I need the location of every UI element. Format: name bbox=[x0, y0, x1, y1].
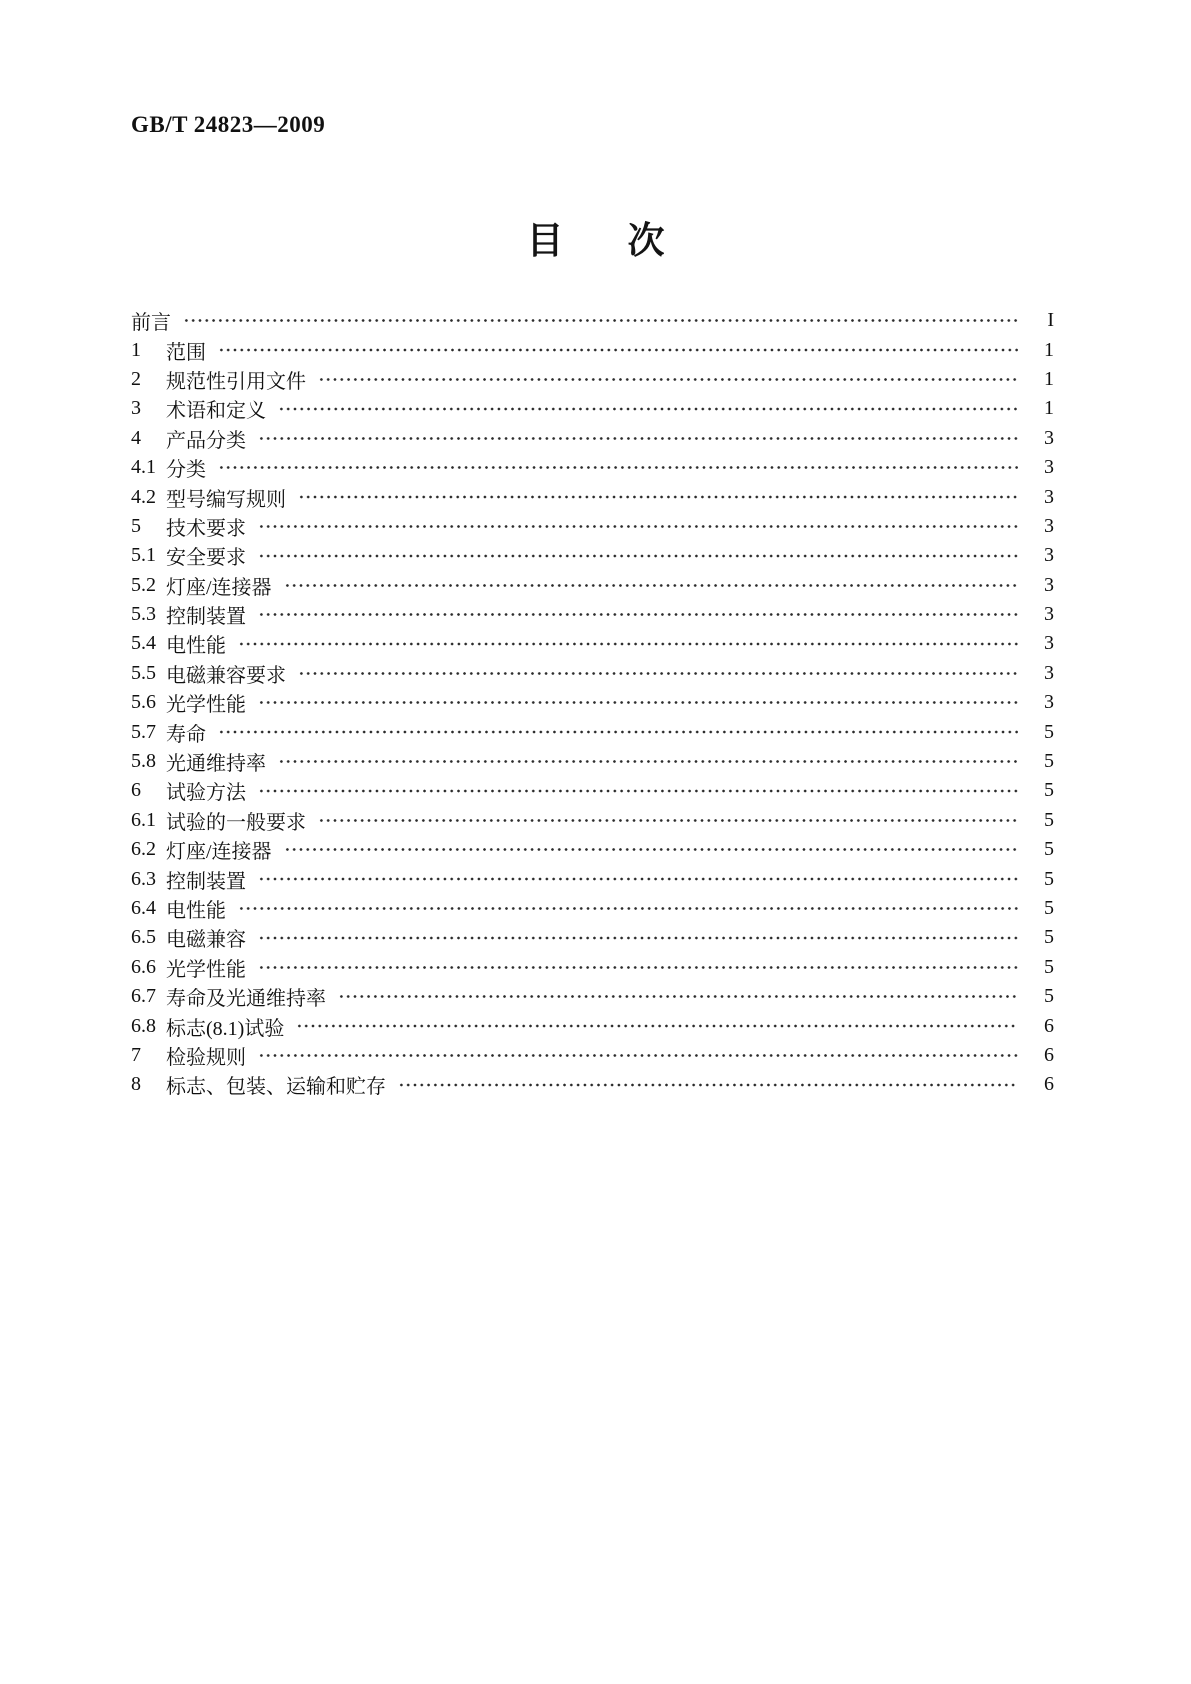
toc-entry-label: 检验规则 bbox=[166, 1046, 246, 1069]
dot-leader bbox=[258, 776, 1018, 805]
page-title bbox=[0, 210, 1191, 264]
dot-leader bbox=[218, 453, 1018, 482]
toc-row bbox=[131, 1011, 1054, 1040]
toc-entry-label: 安全要求 bbox=[166, 547, 246, 570]
dot-leader bbox=[258, 512, 1018, 541]
toc-row bbox=[131, 1041, 1054, 1070]
toc-entry-number: 6.5 bbox=[131, 926, 156, 949]
toc-entry-label: 标志、包装、运输和贮存 bbox=[166, 1076, 386, 1099]
toc-entry-page: 6 bbox=[1044, 1073, 1054, 1096]
toc-row bbox=[131, 335, 1054, 364]
toc-entry-label: 型号编写规则 bbox=[166, 488, 286, 511]
toc-row bbox=[131, 717, 1054, 746]
page-title-char-1: 目 bbox=[526, 220, 564, 261]
toc-row bbox=[131, 394, 1054, 423]
toc-row bbox=[131, 864, 1054, 893]
dot-leader bbox=[183, 306, 1018, 335]
toc-entry-label: 电磁兼容要求 bbox=[166, 664, 286, 687]
toc-entry-label: 控制装置 bbox=[166, 870, 246, 893]
toc-entry-label: 电性能 bbox=[166, 900, 226, 922]
toc-entry-page: 3 bbox=[1044, 573, 1054, 596]
dot-leader bbox=[218, 335, 1018, 364]
toc-entry-label: 产品分类 bbox=[166, 429, 246, 452]
toc-entry-number: 8 bbox=[131, 1073, 141, 1096]
toc-entry-number: 4.1 bbox=[131, 456, 156, 479]
dot-leader bbox=[258, 923, 1018, 952]
toc-row bbox=[131, 512, 1054, 541]
toc-row bbox=[131, 1070, 1054, 1099]
dot-leader bbox=[296, 1011, 1018, 1040]
toc-entry-page: 3 bbox=[1044, 514, 1054, 537]
toc-entry-page: 6 bbox=[1044, 1014, 1054, 1037]
toc-entry-label: 寿命 bbox=[166, 723, 206, 746]
toc-entry-number: 6.8 bbox=[131, 1014, 156, 1037]
toc-entry-page: I bbox=[1047, 309, 1054, 332]
toc-entry-number: 5.7 bbox=[131, 720, 156, 743]
toc-entry-page: 1 bbox=[1044, 367, 1054, 390]
dot-leader bbox=[278, 394, 1018, 423]
toc-entry-label: 试验的一般要求 bbox=[166, 811, 306, 834]
toc-row bbox=[131, 306, 1054, 335]
toc-row bbox=[131, 894, 1054, 923]
toc-entry-number: 5.4 bbox=[131, 632, 156, 655]
toc-entry-number: 7 bbox=[131, 1043, 141, 1066]
toc-row bbox=[131, 659, 1054, 688]
toc-row bbox=[131, 365, 1054, 394]
toc-entry-label: 电磁兼容 bbox=[166, 929, 246, 952]
toc-entry-page: 3 bbox=[1044, 661, 1054, 684]
dot-leader bbox=[238, 629, 1018, 658]
dot-leader bbox=[318, 365, 1018, 394]
toc-entry-page: 5 bbox=[1044, 926, 1054, 949]
toc-list bbox=[131, 306, 1054, 1100]
toc-entry-number: 4.2 bbox=[131, 485, 156, 508]
toc-entry-label: 规范性引用文件 bbox=[166, 370, 306, 393]
toc-entry-number: 5.1 bbox=[131, 544, 156, 567]
toc-row bbox=[131, 482, 1054, 511]
dot-leader bbox=[318, 806, 1018, 835]
toc-entry-page: 1 bbox=[1044, 397, 1054, 420]
toc-entry-page: 5 bbox=[1044, 985, 1054, 1008]
dot-leader bbox=[298, 482, 1018, 511]
toc-entry-page: 1 bbox=[1044, 338, 1054, 361]
toc-entry-label: 光学性能 bbox=[166, 958, 246, 981]
toc-entry-number: 6.7 bbox=[131, 985, 156, 1008]
toc-row bbox=[131, 688, 1054, 717]
dot-leader bbox=[398, 1070, 1018, 1099]
toc-entry-label: 范围 bbox=[166, 341, 206, 364]
toc-row bbox=[131, 953, 1054, 982]
dot-leader bbox=[258, 424, 1018, 453]
toc-entry-number: 6.2 bbox=[131, 838, 156, 861]
dot-leader bbox=[238, 894, 1018, 923]
toc-row bbox=[131, 541, 1054, 570]
toc-entry-number: 6.4 bbox=[131, 897, 156, 919]
toc-row bbox=[131, 747, 1054, 776]
toc-entry-page: 5 bbox=[1044, 838, 1054, 861]
toc-entry-label: 试验方法 bbox=[166, 782, 246, 805]
toc-entry-number: 5.6 bbox=[131, 691, 156, 714]
dot-leader bbox=[284, 571, 1018, 600]
toc-entry-page: 5 bbox=[1044, 867, 1054, 890]
toc-entry-number: 2 bbox=[131, 367, 141, 390]
toc-entry-label: 术语和定义 bbox=[166, 400, 266, 423]
toc-entry-page: 5 bbox=[1044, 808, 1054, 831]
dot-leader bbox=[278, 747, 1018, 776]
toc-entry-number: 6 bbox=[131, 779, 141, 802]
dot-leader bbox=[258, 541, 1018, 570]
toc-entry-page: 3 bbox=[1044, 632, 1054, 655]
toc-entry-page: 3 bbox=[1044, 426, 1054, 449]
dot-leader bbox=[258, 688, 1018, 717]
toc-row bbox=[131, 453, 1054, 482]
toc-entry-label: 光通维持率 bbox=[166, 753, 266, 776]
toc-entry-page: 5 bbox=[1044, 955, 1054, 978]
toc-entry-number: 1 bbox=[131, 338, 141, 361]
toc-row bbox=[131, 806, 1054, 835]
toc-entry-page: 6 bbox=[1044, 1043, 1054, 1066]
toc-entry-page: 5 bbox=[1044, 779, 1054, 802]
toc-row bbox=[131, 424, 1054, 453]
dot-leader bbox=[284, 835, 1018, 864]
toc-entry-number: 4 bbox=[131, 426, 141, 449]
toc-entry-number: 6.3 bbox=[131, 867, 156, 890]
dot-leader bbox=[338, 982, 1018, 1011]
toc-row bbox=[131, 571, 1054, 600]
toc-entry-label: 灯座/连接器 bbox=[166, 841, 272, 864]
toc-entry-label: 技术要求 bbox=[166, 517, 246, 540]
dot-leader bbox=[258, 953, 1018, 982]
toc-entry-label: 标志(8.1)试验 bbox=[166, 1017, 285, 1040]
toc-entry-number: 5.8 bbox=[131, 750, 156, 773]
toc-entry-page: 5 bbox=[1044, 720, 1054, 743]
toc-entry-number: 3 bbox=[131, 397, 141, 420]
toc-entry-page: 3 bbox=[1044, 456, 1054, 479]
toc-row bbox=[131, 923, 1054, 952]
toc-entry-label: 前言 bbox=[131, 312, 171, 335]
toc-entry-label: 分类 bbox=[166, 459, 206, 482]
toc-entry-page: 3 bbox=[1044, 544, 1054, 567]
toc-entry-number: 6.6 bbox=[131, 955, 156, 978]
toc-row bbox=[131, 600, 1054, 629]
page-title-char-2: 次 bbox=[627, 220, 665, 261]
toc-entry-page: 3 bbox=[1044, 603, 1054, 626]
toc-row bbox=[131, 835, 1054, 864]
dot-leader bbox=[298, 659, 1018, 688]
toc-entry-number: 5 bbox=[131, 514, 141, 537]
toc-entry-label: 光学性能 bbox=[166, 694, 246, 717]
toc-entry-page: 3 bbox=[1044, 485, 1054, 508]
toc-row bbox=[131, 982, 1054, 1011]
dot-leader bbox=[218, 717, 1018, 746]
toc-entry-page: 3 bbox=[1044, 691, 1054, 714]
toc-entry-page: 5 bbox=[1044, 750, 1054, 773]
toc-entry-number: 6.1 bbox=[131, 808, 156, 831]
toc-entry-number: 5.5 bbox=[131, 661, 156, 684]
standard-number: GB/T 24823—2009 bbox=[131, 112, 326, 137]
toc-entry-number: 5.3 bbox=[131, 603, 156, 626]
toc-entry-label: 灯座/连接器 bbox=[166, 576, 272, 599]
toc-entry-number: 5.2 bbox=[131, 573, 156, 596]
toc-entry-label: 电性能 bbox=[166, 635, 226, 658]
toc-entry-label: 控制装置 bbox=[166, 606, 246, 629]
toc-entry-label: 寿命及光通维持率 bbox=[166, 988, 326, 1011]
toc-row bbox=[131, 776, 1054, 805]
toc-row bbox=[131, 629, 1054, 658]
dot-leader bbox=[258, 600, 1018, 629]
toc-entry-page: 5 bbox=[1044, 897, 1054, 919]
dot-leader bbox=[258, 864, 1018, 893]
dot-leader bbox=[258, 1041, 1018, 1070]
